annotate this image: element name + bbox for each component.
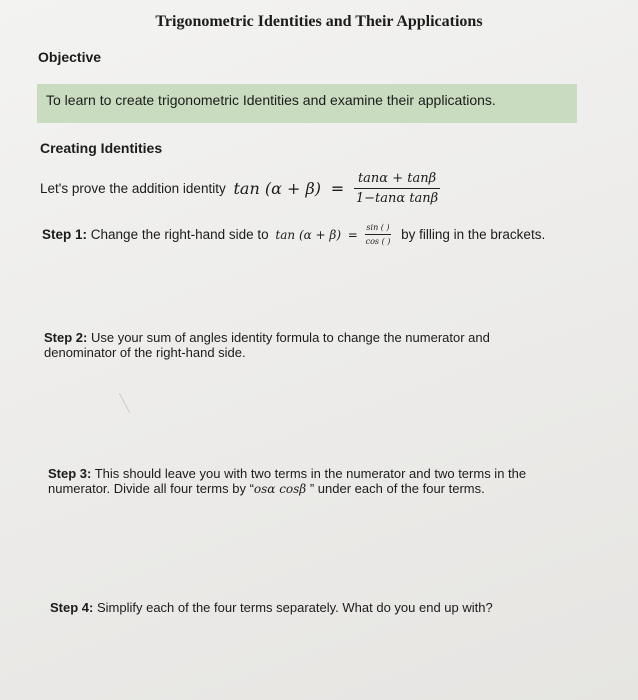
step1-denominator: cos ( )	[365, 237, 391, 246]
step1-numerator: sin ( )	[365, 223, 392, 235]
step2-paragraph	[44, 330, 524, 360]
step3-text-2: ” under each of the four terms.	[306, 481, 485, 496]
identity-equals: =	[330, 179, 345, 198]
step1-line	[42, 223, 545, 246]
identity-lhs: tan (α + β)	[233, 179, 321, 198]
step4-text: Simplify each of the four terms separately. What do you end up with?	[96, 600, 493, 615]
pen-mark	[119, 393, 130, 413]
step2-text: Use your sum of angles identity formula to change the numerator and denominator of the right-hand side.	[44, 330, 490, 360]
prove-text: Let's prove the addition identity	[40, 181, 226, 196]
step1-lhs: tan (α + β)	[275, 227, 342, 242]
step2-label: Step 2:	[44, 330, 88, 345]
step1-label: Step 1:	[42, 227, 88, 242]
objective-heading: Objective	[38, 49, 102, 65]
step1-fraction	[365, 223, 392, 246]
step3-paragraph	[48, 466, 568, 497]
identity-fraction	[354, 171, 440, 206]
step3-math: osα cosβ	[253, 482, 307, 496]
step3-label: Step 3:	[48, 466, 92, 481]
creating-identities-heading: Creating Identities	[40, 140, 163, 156]
page-title: Trigonometric Identities and Their Applications	[155, 13, 483, 30]
step1-text: Change the right-hand side to	[90, 227, 269, 242]
step3-text-1: This should leave you with two terms in the numerator and two terms in the numerator. Divide all four terms by “	[48, 466, 527, 496]
identity-denominator: 1−tanα tanβ	[355, 191, 439, 206]
identity-line	[40, 171, 440, 206]
step4-paragraph	[50, 600, 610, 615]
step1-equals: =	[347, 227, 358, 242]
objective-text: To learn to create trigonometric Identities and examine their applications.	[46, 92, 496, 108]
identity-numerator: tanα + tanβ	[354, 171, 440, 189]
objective-box	[37, 84, 577, 123]
step4-label: Step 4:	[50, 600, 94, 615]
step1-after-text: by filling in the brackets.	[401, 227, 546, 242]
